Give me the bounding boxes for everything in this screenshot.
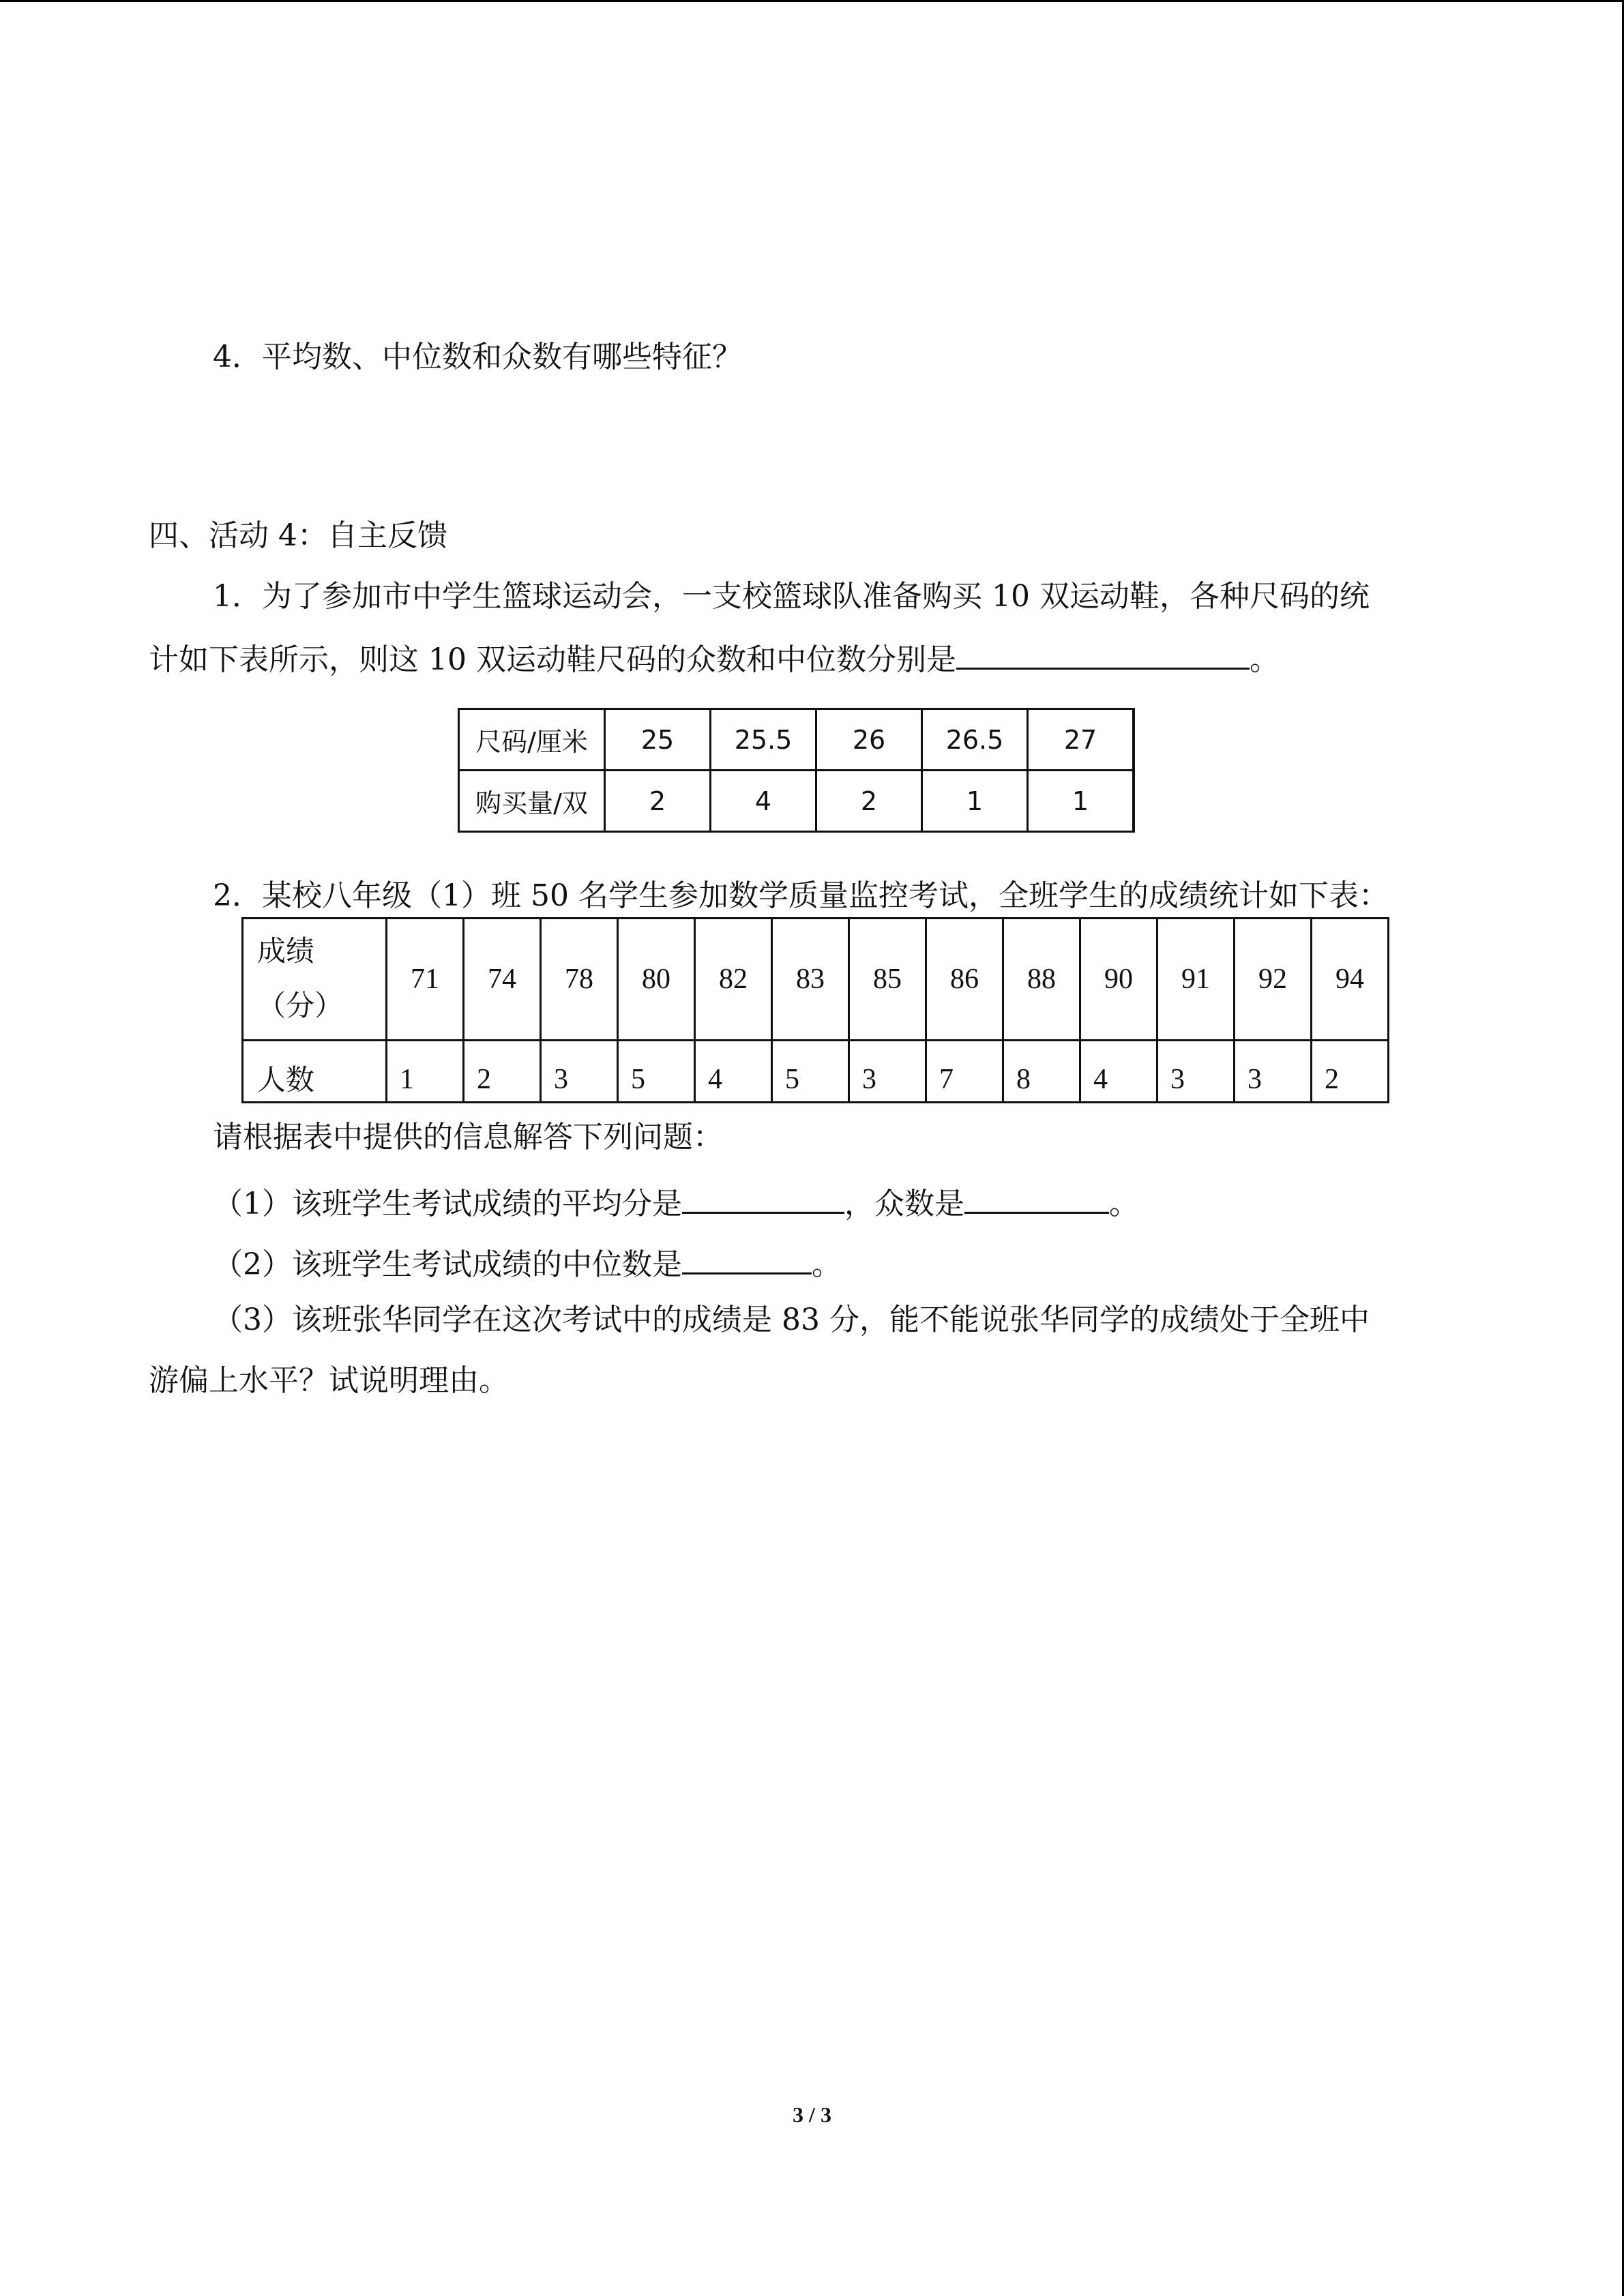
page-top-border: [0, 0, 1624, 2]
score-header: [243, 919, 387, 1041]
sub-question-2: [213, 1241, 842, 1285]
page-number: 3 / 3: [793, 2102, 831, 2127]
problem-1-line-2-text: 计如下表所示，则这 10 双运动鞋尺码的众数和中位数分别是: [149, 642, 956, 677]
shoe-size-cell: 26: [816, 709, 922, 771]
shoe-size-table: [458, 708, 1135, 833]
problem-1-end: 。: [1249, 642, 1280, 677]
sub-question-1-end: 。: [1109, 1187, 1139, 1221]
count-cell: 8: [1003, 1041, 1080, 1103]
score-cell: 78: [541, 919, 618, 1041]
shoe-size-header: 尺码/厘米: [459, 709, 605, 771]
score-table: [241, 917, 1389, 1103]
answer-blank-median[interactable]: [682, 1241, 812, 1274]
problem-2-prompt: 请根据表中提供的信息解答下列问题：: [213, 1120, 723, 1154]
sub-question-1-text-a: （1）该班学生考试成绩的平均分是: [213, 1187, 682, 1221]
count-cell: 3: [1235, 1041, 1312, 1103]
count-cell: 3: [849, 1041, 926, 1103]
score-cell: 94: [1312, 919, 1389, 1041]
score-cell: 83: [772, 919, 849, 1041]
sub-question-3-line-1: （3）该班张华同学在这次考试中的成绩是 83 分，能不能说张华同学的成绩处于全班中: [213, 1302, 1370, 1337]
answer-blank-mean[interactable]: [682, 1180, 844, 1214]
count-cell: 4: [695, 1041, 772, 1103]
score-cell: 85: [849, 919, 926, 1041]
shoe-quantity-cell: 2: [605, 771, 711, 832]
sub-question-1-text-b: ，众数是: [844, 1187, 964, 1221]
score-header-line-2: （分）: [257, 991, 344, 1022]
answer-blank-mode[interactable]: [964, 1180, 1109, 1214]
score-cell: 92: [1235, 919, 1312, 1041]
score-cell: 82: [695, 919, 772, 1041]
count-cell: 5: [772, 1041, 849, 1103]
question-4: 4．平均数、中位数和众数有哪些特征？: [213, 340, 742, 374]
answer-blank-1[interactable]: [956, 636, 1250, 670]
problem-1-line-1: 1．为了参加市中学生篮球运动会，一支校篮球队准备购买 10 双运动鞋，各种尺码的统: [213, 579, 1370, 614]
count-cell: 3: [1157, 1041, 1235, 1103]
shoe-size-cell: 25: [605, 709, 711, 771]
shoe-quantity-cell: 1: [1028, 771, 1134, 832]
count-cell: 1: [387, 1041, 464, 1103]
score-cell: 74: [464, 919, 541, 1041]
count-cell: 4: [1080, 1041, 1157, 1103]
shoe-size-cell: 25.5: [711, 709, 816, 771]
shoe-size-cell: 26.5: [922, 709, 1028, 771]
shoe-quantity-cell: 1: [922, 771, 1028, 832]
shoe-quantity-cell: 2: [816, 771, 922, 832]
section-title: 四、活动 4：自主反馈: [149, 518, 447, 553]
sub-question-3-line-2: 游偏上水平？试说明理由。: [149, 1363, 509, 1398]
score-header-line-1: 成绩: [257, 936, 315, 968]
count-cell: 2: [1312, 1041, 1389, 1103]
score-cell: 90: [1080, 919, 1157, 1041]
problem-1-line-2: [149, 636, 1280, 681]
score-cell: 80: [618, 919, 695, 1041]
count-cell: 7: [926, 1041, 1003, 1103]
shoe-quantity-cell: 4: [711, 771, 816, 832]
score-cell: 91: [1157, 919, 1235, 1041]
shoe-size-cell: 27: [1028, 709, 1134, 771]
score-cell: 88: [1003, 919, 1080, 1041]
score-cell: 86: [926, 919, 1003, 1041]
problem-2-line-1: 2．某校八年级（1）班 50 名学生参加数学质量监控考试，全班学生的成绩统计如下表：: [213, 878, 1389, 913]
count-cell: 3: [541, 1041, 618, 1103]
shoe-quantity-header: 购买量/双: [459, 771, 605, 832]
sub-question-2-text: （2）该班学生考试成绩的中位数是: [213, 1247, 682, 1282]
count-cell: 2: [464, 1041, 541, 1103]
score-cell: 71: [387, 919, 464, 1041]
count-header: 人数: [243, 1041, 387, 1103]
sub-question-1: [213, 1180, 1139, 1225]
sub-question-2-end: 。: [812, 1247, 842, 1282]
count-cell: 5: [618, 1041, 695, 1103]
